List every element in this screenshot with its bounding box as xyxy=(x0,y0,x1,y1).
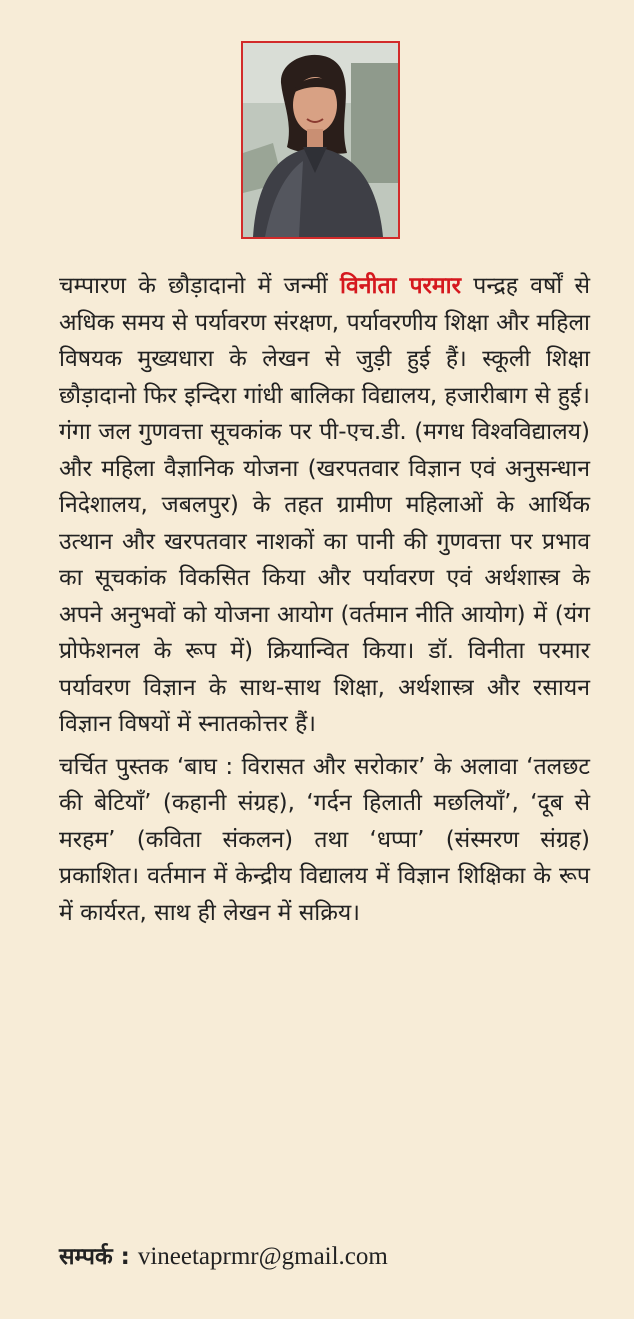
bio-paragraph-main xyxy=(59,268,590,743)
contact-email[interactable]: vineetaprmr@gmail.com xyxy=(137,1243,388,1270)
author-bio xyxy=(59,268,590,937)
bio-paragraph-books: चर्चित पुस्तक ‘बाघ : विरासत और सरोकार’ के अलावा ‘तलछट की बेटियाँ’ (कहानी संग्रह), ‘गर्दन हिलाती मछलियाँ’, ‘दूब से मरहम’ (कविता संकलन) तथा ‘धप्पा’ (संस्मरण संग्रह) प्रकाशित। वर्तमान में केन्द्रीय विद्यालय में विज्ञान शिक्षिका के रूप में कार्यरत, साथ ही लेखन में सक्रिय। xyxy=(59,753,590,926)
author-photo xyxy=(241,41,400,239)
contact-label: सम्पर्क : xyxy=(59,1244,138,1270)
bio-main-text: पन्द्रह वर्षों से अधिक समय से पर्यावरण संरक्षण, पर्यावरणीय शिक्षा और महिला विषयक मुख्यधारा के लेखन से जुड़ी हुई हैं। स्कूली शिक्षा छौड़ादानो फिर इन्दिरा गांधी बालिका विद्यालय, हजारीबाग से हुई। गंगा जल गुणवत्ता सूचकांक पर पी-एच.डी. (मगध विश्वविद्यालय) और महिला वैज्ञानिक योजना (खरपतवार विज्ञान एवं अनुसन्धान निदेशालय, जबलपुर) के तहत ग्रामीण महिलाओं के आर्थिक उत्थान और खरपतवार नाशकों का पानी की गुणवत्ता पर प्रभाव का सूचकांक विकसित किया और पर्यावरण एवं अर्थशास्त्र के अपने अनुभवों को योजना आयोग (वर्तमान नीति आयोग) में (यंग प्रोफेशनल के रूप में) क्रियान्वित किया। डॉ. विनीता परमार पर्यावरण विज्ञान के साथ-साथ शिक्षा, अर्थशास्त्र और रसायन विज्ञान विषयों में स्नातकोत्तर हैं। xyxy=(59,273,590,737)
author-portrait-illustration xyxy=(243,43,398,237)
author-name: विनीता परमार xyxy=(339,273,462,299)
contact-line xyxy=(59,1239,590,1275)
bio-intro-text: चम्पारण के छौड़ादानो में जन्मीं xyxy=(59,273,340,299)
